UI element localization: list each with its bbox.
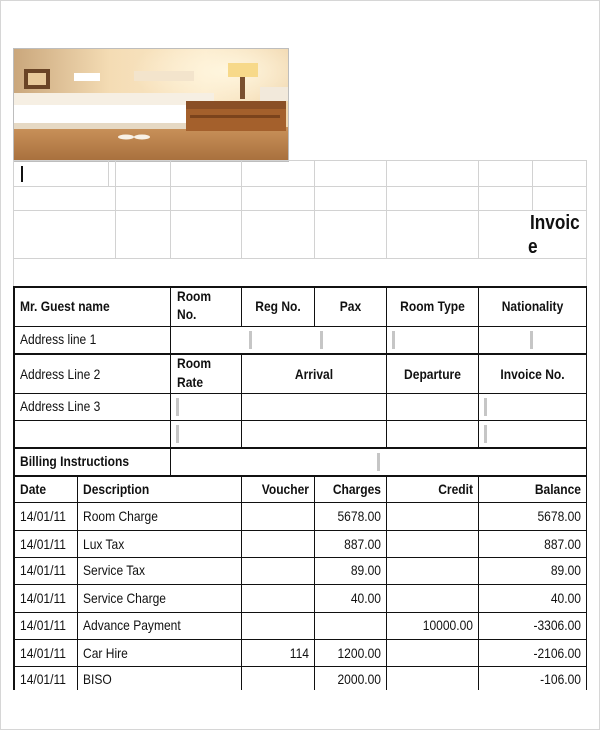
- room-rate-label-line1: Room: [177, 355, 212, 371]
- row-date: 14/01/11: [20, 562, 66, 578]
- row-date: 14/01/11: [20, 508, 66, 524]
- row-description: BISO: [83, 671, 112, 687]
- room-no-label-line1: Room: [177, 288, 212, 304]
- reg-no-label: Reg No.: [255, 298, 301, 314]
- arrival-label: Arrival: [294, 366, 334, 382]
- row-date: 14/01/11: [20, 617, 66, 633]
- col-balance: Balance: [534, 481, 581, 497]
- invoice-title-line2: e: [528, 236, 538, 258]
- bedroom-illustration: [14, 49, 288, 161]
- row-description: Advance Payment: [83, 617, 181, 633]
- room-type-label: Room Type: [400, 298, 465, 314]
- row-date: 14/01/11: [20, 645, 66, 661]
- col-voucher: Voucher: [261, 481, 309, 497]
- bedroom-photo: [13, 48, 289, 162]
- row-description: Service Tax: [83, 562, 146, 578]
- col-charges: Charges: [332, 481, 381, 497]
- row-balance: 5678.00: [537, 508, 581, 524]
- room-rate-label-line2: Rate: [177, 374, 204, 390]
- row-balance: -3306.00: [533, 617, 581, 633]
- address-line-3: Address Line 3: [20, 398, 101, 414]
- row-voucher: 114: [289, 645, 309, 661]
- col-date: Date: [20, 481, 47, 497]
- col-description: Description: [83, 481, 150, 497]
- row-charges: 5678.00: [337, 508, 381, 524]
- billing-instructions-label: Billing Instructions: [20, 453, 130, 469]
- row-description: Car Hire: [83, 645, 128, 661]
- row-balance: -106.00: [540, 671, 581, 687]
- nationality-label: Nationality: [501, 298, 564, 314]
- departure-label: Departure: [404, 366, 461, 382]
- invoice-no-label: Invoice No.: [500, 366, 565, 382]
- row-date: 14/01/11: [20, 536, 66, 552]
- row-charges: 2000.00: [337, 671, 381, 687]
- row-balance: 89.00: [550, 562, 581, 578]
- row-balance: 40.00: [550, 590, 581, 606]
- row-charges: 1200.00: [337, 645, 381, 661]
- row-charges: 89.00: [350, 562, 381, 578]
- pax-label: Pax: [339, 298, 362, 314]
- invoice-title-line1: Invoic: [530, 212, 580, 234]
- row-date: 14/01/11: [20, 671, 66, 687]
- address-line-1: Address line 1: [20, 331, 97, 347]
- row-balance: -2106.00: [533, 645, 581, 661]
- row-description: Lux Tax: [83, 536, 125, 552]
- row-balance: 887.00: [544, 536, 581, 552]
- row-charges: 887.00: [344, 536, 381, 552]
- address-line-2: Address Line 2: [20, 366, 101, 382]
- col-credit: Credit: [438, 481, 473, 497]
- row-charges: 40.00: [350, 590, 381, 606]
- room-no-label-line2: No.: [177, 306, 197, 322]
- guest-name-label: Mr. Guest name: [20, 298, 110, 314]
- text-cursor[interactable]: [21, 166, 23, 182]
- row-credit: 10000.00: [422, 617, 473, 633]
- row-description: Room Charge: [83, 508, 158, 524]
- row-description: Service Charge: [83, 590, 166, 606]
- row-date: 14/01/11: [20, 590, 66, 606]
